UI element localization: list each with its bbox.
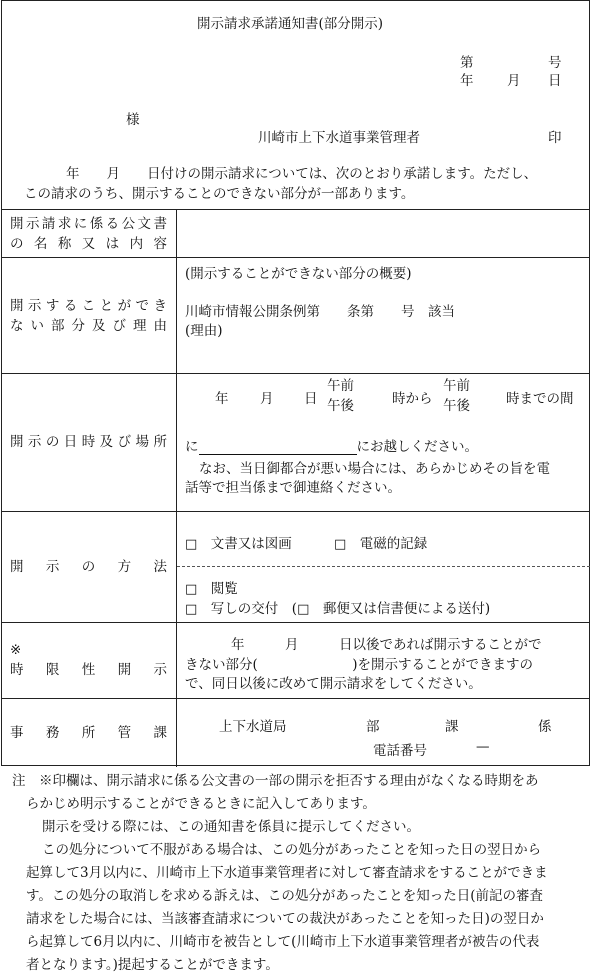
option-electronic[interactable]: □ 電磁的記録: [334, 536, 428, 552]
option-copy[interactable]: □ 写しの交付 (□ 郵便又は信書便による送付): [185, 601, 491, 617]
method-dashed-divider: [177, 566, 590, 567]
intro-text-line2: この請求のうち、開示することのできない部分が一部あります。: [24, 186, 415, 202]
place-blank: [199, 440, 357, 455]
reason-heading: (理由): [185, 323, 223, 339]
number-dai: 第: [460, 55, 474, 71]
row-divider: [2, 209, 589, 210]
note-line: す。この処分の取消しを求める訴えは、この処分があったことを知った日(前記の審査: [26, 888, 544, 904]
seal-mark: 印: [548, 130, 562, 146]
note-line: 開示を受ける際には、この通知書を係員に提示してください。: [42, 819, 420, 835]
checkbox-icon: □: [334, 537, 347, 552]
office-bu: 部: [366, 719, 380, 735]
option-view[interactable]: □ 閲覧: [185, 581, 238, 597]
note-line: らかじめ明示することができるときに記入してあります。: [26, 796, 376, 812]
office-phone-label: 電話番号: [373, 743, 427, 759]
office-ka: 課: [445, 719, 459, 735]
checkbox-icon: □: [185, 602, 198, 617]
document-title: 開示請求承諾通知書(部分開示): [197, 16, 384, 32]
timelimit-mark: ※: [10, 642, 22, 658]
note-line: この処分について不服がある場合は、この処分があったことを知った日の翌日から: [42, 842, 542, 858]
intro-text-line1: 年 月 日付けの開示請求については、次のとおり承諾します。ただし、: [66, 166, 538, 182]
timelimit-line2: きない部分( )を開示することができますの: [185, 657, 534, 673]
label-office: 事務所管課: [10, 724, 168, 741]
note-line: 請求をした場合には、当該審査請求についての裁決があったことを知った日)の翌日か: [26, 911, 544, 927]
schedule-until: 時までの間: [506, 391, 574, 407]
row-divider: [2, 257, 589, 258]
column-divider: [176, 209, 177, 767]
footnotes: [12, 770, 584, 977]
checkbox-icon: □: [185, 537, 198, 552]
date-day: 日: [548, 73, 562, 89]
row-divider: [2, 511, 589, 512]
label-schedule-place: 開示の日時及び場所: [10, 434, 168, 450]
issuer-name: 川崎市上下水道事業管理者: [258, 130, 420, 146]
note-line: 起算して3月以内に、川崎市上下水道事業管理者に対して審査請求をすることができま: [26, 865, 548, 881]
schedule-day: 日: [304, 391, 318, 407]
addressee-sama: 様: [126, 112, 140, 128]
start-ampm: 午前 午後: [327, 378, 354, 414]
place-line: に にお越しください。: [185, 439, 478, 455]
schedule-from: 時から: [392, 391, 433, 407]
date-month: 月: [507, 73, 521, 89]
note-line: 注 ※印欄は、開示請求に係る公文書の一部の開示を拒否する理由がなくなる時期をあ: [12, 773, 539, 789]
date-year: 年: [460, 73, 474, 89]
note-line: ら起算して6月以内に、川崎市を被告として(川崎市上下水道事業管理者が被告の代表: [26, 934, 540, 950]
undisclosed-summary-heading: (開示することができない部分の概要): [185, 266, 412, 282]
row-divider: [2, 698, 589, 699]
label-undisclosed-reason: 開示することができ ない部分及び理由: [10, 298, 168, 334]
row-divider: [2, 373, 589, 374]
ordinance-reference: 川崎市情報公開条例第 条第 号 該当: [185, 304, 455, 320]
notice-form: [1, 0, 590, 766]
note-line: 者となります。)提起することができます。: [26, 957, 279, 973]
timelimit-line3: で、同日以後に改めて開示請求をしてください。: [185, 676, 482, 692]
checkbox-icon[interactable]: □: [297, 602, 310, 617]
option-paper[interactable]: □ 文書又は図画: [185, 536, 292, 552]
label-document-name: 開示請求に係る公文書 の名称又は内容: [10, 216, 168, 252]
row-divider: [2, 622, 589, 623]
schedule-note-line1: なお、当日御都合が悪い場合には、あらかじめその旨を電: [199, 461, 550, 477]
label-method: 開示の方法: [10, 558, 168, 575]
office-phone-dash: —: [476, 739, 490, 755]
office-bureau: 上下水道局: [219, 719, 287, 735]
label-timelimit: 時限性開示: [10, 662, 168, 678]
schedule-month: 月: [260, 391, 274, 407]
schedule-note-line2: 話等で担当係まで御連絡ください。: [185, 480, 401, 496]
checkbox-icon: □: [185, 582, 198, 597]
office-kakari: 係: [538, 719, 552, 735]
timelimit-line1: 年 月 日以後であれば開示することがで: [231, 637, 542, 653]
end-ampm: 午前 午後: [443, 378, 470, 414]
schedule-year: 年: [215, 391, 229, 407]
number-go: 号: [548, 55, 562, 71]
